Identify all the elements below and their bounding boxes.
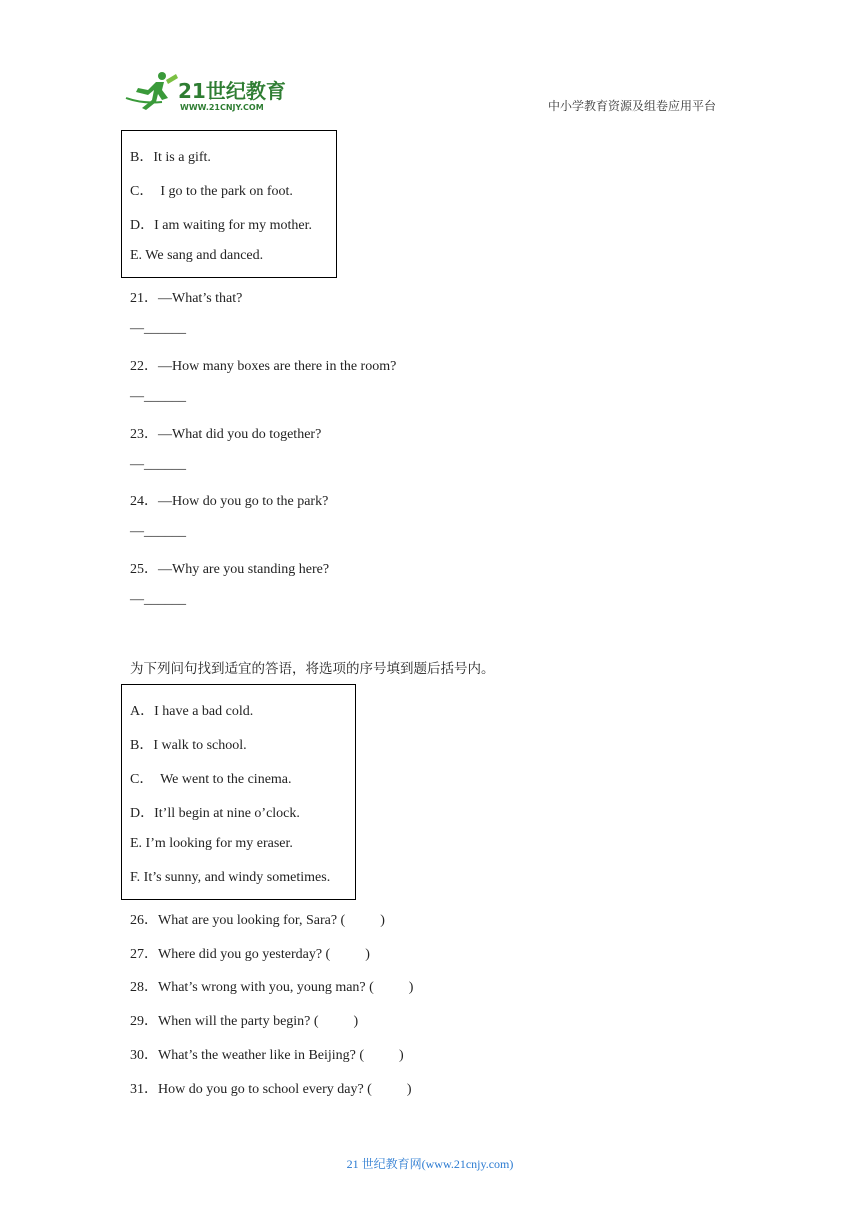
question-23: 23．—What did you do together? (130, 427, 322, 442)
footer-link[interactable]: 21 世纪教育网(www.21cnjy.com) (346, 1157, 514, 1171)
option-d: D．It’ll begin at nine o’clock. (130, 806, 300, 821)
logo-url-text: WWW.21CNJY.COM (180, 103, 264, 112)
option-e: E. We sang and danced. (130, 248, 264, 263)
answer-line-23[interactable]: —______ (130, 457, 186, 472)
option-c: C． I go to the park on foot. (130, 184, 293, 199)
option-c: C． We went to the cinema. (130, 772, 292, 787)
answer-line-24[interactable]: —______ (130, 524, 186, 539)
question-24: 24．—How do you go to the park? (130, 494, 329, 509)
option-d: D．I am waiting for my mother. (130, 218, 312, 233)
question-25: 25．—Why are you standing here? (130, 562, 330, 577)
runner-icon (126, 72, 178, 110)
header-platform-text: 中小学教育资源及组卷应用平台 (548, 99, 717, 113)
question-22: 22．—How many boxes are there in the room? (130, 359, 397, 374)
question-29: 29．When will the party begin? ( ) (130, 1014, 359, 1029)
question-31: 31．How do you go to school every day? ( ) (130, 1082, 412, 1097)
answer-line-22[interactable]: —______ (130, 389, 186, 404)
option-a: A．I have a bad cold. (130, 704, 254, 719)
question-27: 27．Where did you go yesterday? ( ) (130, 947, 370, 962)
question-30: 30．What’s the weather like in Beijing? ( ) (130, 1048, 404, 1063)
logo-brand-text: 21世纪教育 (178, 79, 286, 103)
question-26: 26．What are you looking for, Sara? ( ) (130, 913, 385, 928)
options-box-2 (121, 684, 356, 900)
option-e: E. I’m looking for my eraser. (130, 836, 293, 851)
site-logo (122, 68, 292, 116)
option-b: B．I walk to school. (130, 738, 247, 753)
question-28: 28．What’s wrong with you, young man? ( ) (130, 980, 414, 995)
options-box-1 (121, 130, 337, 278)
section-instruction: 为下列问句找到适宜的答语，将选项的序号填到题后括号内。 (130, 661, 495, 677)
question-21: 21．—What’s that? (130, 291, 243, 306)
option-b: B．It is a gift. (130, 150, 211, 165)
answer-line-25[interactable]: —______ (130, 592, 186, 607)
answer-line-21[interactable]: —______ (130, 321, 186, 336)
option-f: F. It’s sunny, and windy sometimes. (130, 870, 331, 885)
